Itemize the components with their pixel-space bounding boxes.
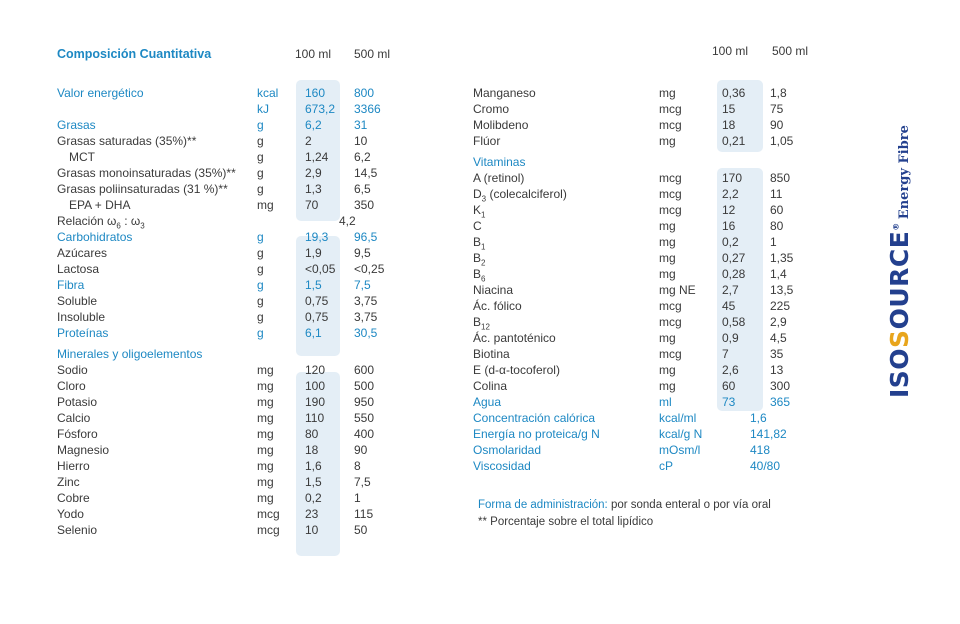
- row-label: Concentración calórica: [473, 411, 596, 425]
- value-100ml: 23: [305, 507, 319, 521]
- value-500ml: 7,5: [354, 475, 371, 489]
- value-500ml: 1,8: [770, 86, 787, 100]
- value-100ml: 15: [722, 102, 736, 116]
- value-500ml: 7,5: [354, 278, 371, 292]
- value-100ml: 1,24: [305, 150, 329, 164]
- right-header-100ml: 100 ml: [712, 44, 749, 58]
- value-500ml: 96,5: [354, 230, 378, 244]
- value-100ml: 45: [722, 299, 736, 313]
- row-unit: mg: [659, 86, 676, 100]
- row-unit: mg: [257, 491, 274, 505]
- value-500ml: 14,5: [354, 166, 378, 180]
- value-100ml: 1,6: [750, 411, 767, 425]
- row-label: Minerales y oligoelementos: [57, 347, 203, 361]
- row-label: Soluble: [57, 294, 98, 308]
- left-header-500ml: 500 ml: [354, 47, 391, 61]
- value-500ml: 6,5: [354, 182, 371, 196]
- administration-label: Forma de administración:: [478, 499, 608, 511]
- row-unit: g: [257, 134, 264, 148]
- value-500ml: 8: [354, 459, 361, 473]
- row-label: Fósforo: [57, 427, 98, 441]
- value-500ml: 225: [770, 299, 791, 313]
- value-100ml: 120: [305, 363, 326, 377]
- value-500ml: 80: [770, 219, 784, 233]
- row-unit: kcal: [257, 86, 279, 100]
- row-unit: mg: [659, 331, 676, 345]
- value-500ml: 31: [354, 118, 368, 132]
- row-label: Fibra: [57, 278, 85, 292]
- row-unit: mcg: [659, 315, 682, 329]
- row-label: Grasas monoinsaturadas (35%)**: [57, 166, 236, 180]
- value-100ml: 16: [722, 219, 736, 233]
- row-unit: kJ: [257, 102, 269, 116]
- value-100ml: 0,75: [305, 294, 329, 308]
- row-unit: mcg: [257, 523, 280, 537]
- value-100ml: 1,9: [305, 246, 322, 260]
- row-label: Colina: [473, 379, 508, 393]
- row-unit: mg: [257, 475, 274, 489]
- value-100ml: 110: [305, 411, 325, 425]
- row-unit: cP: [659, 459, 674, 473]
- value-500ml: 60: [770, 203, 784, 217]
- logo-subtitle: Energy Fibre: [897, 125, 912, 220]
- value-500ml: 1: [770, 235, 777, 249]
- row-unit: mcg: [659, 203, 682, 217]
- value-100ml: 6,1: [305, 326, 322, 340]
- logo-text-b: OURCE: [885, 230, 914, 330]
- row-label: Hierro: [57, 459, 90, 473]
- row-label: $D_3$ (colecalciferol): [473, 187, 567, 204]
- value-100ml: 2,9: [305, 166, 322, 180]
- value-100ml: 6,2: [305, 118, 322, 132]
- row-label: MCT: [69, 150, 95, 164]
- row-label: Viscosidad: [473, 459, 531, 473]
- value-500ml: 600: [354, 363, 375, 377]
- row-unit: mcg: [257, 507, 280, 521]
- value-100ml: 4,2: [339, 214, 356, 228]
- row-unit: mcg: [659, 118, 682, 132]
- row-label: $K_1$: [473, 203, 486, 220]
- value-100ml: 19,3: [305, 230, 329, 244]
- value-500ml: 1: [354, 491, 361, 505]
- administration-note: [478, 499, 771, 511]
- value-500ml: 10: [354, 134, 368, 148]
- row-unit: mg: [659, 251, 676, 265]
- row-label: Sodio: [57, 363, 88, 377]
- row-unit: g: [257, 230, 264, 244]
- row-unit: mg: [659, 379, 676, 393]
- row-label: Manganeso: [473, 86, 536, 100]
- row-label: Cromo: [473, 102, 510, 116]
- row-unit: g: [257, 182, 264, 196]
- row-unit: mcg: [659, 347, 682, 361]
- value-100ml: 1,5: [305, 475, 322, 489]
- value-100ml: 18: [722, 118, 736, 132]
- value-500ml: 13: [770, 363, 784, 377]
- value-500ml: 850: [770, 171, 791, 185]
- row-unit: mcg: [659, 299, 682, 313]
- row-label: $B_1$: [473, 235, 486, 252]
- row-unit: mg: [257, 459, 274, 473]
- value-100ml: <0,05: [305, 262, 336, 276]
- value-500ml: 90: [770, 118, 784, 132]
- value-100ml: 160: [305, 86, 326, 100]
- value-100ml: 60: [722, 379, 736, 393]
- value-100ml: 0,2: [305, 491, 322, 505]
- value-500ml: 400: [354, 427, 375, 441]
- value-100ml: 18: [305, 443, 319, 457]
- row-label: Cloro: [57, 379, 86, 393]
- row-unit: mg: [257, 395, 274, 409]
- row-unit: g: [257, 246, 264, 260]
- value-100ml: 7: [722, 347, 729, 361]
- logo-registered: ®: [891, 222, 901, 231]
- value-500ml: 3366: [354, 102, 381, 116]
- value-500ml: 13,5: [770, 283, 794, 297]
- row-unit: mg: [659, 267, 676, 281]
- row-label: Grasas: [57, 118, 96, 132]
- value-500ml: 1,4: [770, 267, 787, 281]
- row-label: E (d-α-tocoferol): [473, 363, 560, 377]
- row-label: Energía no proteica/g N: [473, 427, 600, 441]
- value-500ml: 35: [770, 347, 784, 361]
- value-500ml: 90: [354, 443, 368, 457]
- row-unit: ml: [659, 395, 672, 409]
- row-unit: mg: [257, 443, 274, 457]
- row-unit: kcal/g N: [659, 427, 703, 441]
- row-label: Potasio: [57, 395, 98, 409]
- row-label: Flúor: [473, 134, 501, 148]
- value-100ml: 0,75: [305, 310, 329, 324]
- row-unit: g: [257, 326, 264, 340]
- row-unit: g: [257, 262, 264, 276]
- row-label: Ác. pantoténico: [473, 331, 556, 345]
- row-unit: mg: [659, 235, 676, 249]
- value-100ml: 0,58: [722, 315, 746, 329]
- value-500ml: 11: [770, 187, 783, 201]
- row-label: Lactosa: [57, 262, 100, 276]
- value-500ml: 550: [354, 411, 375, 425]
- row-label: Valor energético: [57, 86, 144, 100]
- value-100ml: 100: [305, 379, 326, 393]
- footnote: ** Porcentaje sobre el total lipídico: [478, 516, 654, 528]
- row-unit: g: [257, 150, 264, 164]
- value-500ml: 300: [770, 379, 791, 393]
- value-100ml: 1,6: [305, 459, 322, 473]
- value-100ml: 0,28: [722, 267, 746, 281]
- row-unit: kcal/ml: [659, 411, 697, 425]
- value-100ml: 40/80: [750, 459, 781, 473]
- row-label: Carbohidratos: [57, 230, 133, 244]
- value-100ml: 2,2: [722, 187, 739, 201]
- row-unit: mcg: [659, 171, 682, 185]
- row-label: Grasas saturadas (35%)**: [57, 134, 197, 148]
- value-100ml: 80: [305, 427, 319, 441]
- value-100ml: 10: [305, 523, 319, 537]
- value-500ml: 6,2: [354, 150, 371, 164]
- value-500ml: 115: [354, 507, 374, 521]
- row-label: Relación $\omega_6$ : $\omega_3$: [57, 214, 145, 231]
- value-100ml: 141,82: [750, 427, 787, 441]
- row-label: Osmolaridad: [473, 443, 542, 457]
- row-label: EPA + DHA: [69, 198, 131, 212]
- row-label: $B_6$: [473, 267, 486, 284]
- value-100ml: 190: [305, 395, 326, 409]
- row-label: $B_{12}$: [473, 315, 490, 332]
- value-100ml: 0,21: [722, 134, 746, 148]
- value-500ml: 50: [354, 523, 368, 537]
- value-100ml: 73: [722, 395, 736, 409]
- row-unit: mg: [659, 219, 676, 233]
- value-100ml: 2,7: [722, 283, 739, 297]
- value-100ml: 418: [750, 443, 771, 457]
- row-unit: mg NE: [659, 283, 696, 297]
- row-unit: mg: [257, 411, 274, 425]
- value-500ml: 950: [354, 395, 375, 409]
- row-label: Biotina: [473, 347, 510, 361]
- row-label: C: [473, 219, 482, 233]
- right-header-500ml: 500 ml: [772, 44, 809, 58]
- row-unit: mg: [257, 427, 274, 441]
- row-unit: mg: [257, 198, 274, 212]
- row-unit: mg: [257, 363, 274, 377]
- value-100ml: 0,27: [722, 251, 746, 265]
- administration-text: por sonda enteral o por vía oral: [607, 499, 771, 511]
- row-unit: g: [257, 118, 264, 132]
- row-unit: mg: [659, 363, 676, 377]
- row-label: Azúcares: [57, 246, 108, 260]
- row-label: Yodo: [57, 507, 84, 521]
- brand-logo: [885, 125, 914, 398]
- value-100ml: 0,36: [722, 86, 746, 100]
- value-500ml: 365: [770, 395, 791, 409]
- value-500ml: 1,05: [770, 134, 794, 148]
- value-100ml: 1,3: [305, 182, 322, 196]
- value-500ml: 9,5: [354, 246, 371, 260]
- row-unit: mcg: [659, 187, 682, 201]
- value-500ml: 2,9: [770, 315, 787, 329]
- row-label: Selenio: [57, 523, 98, 537]
- row-unit: g: [257, 278, 264, 292]
- value-100ml: 0,2: [722, 235, 739, 249]
- value-500ml: 3,75: [354, 310, 378, 324]
- row-label: Agua: [473, 395, 502, 409]
- value-100ml: 170: [722, 171, 743, 185]
- row-unit: g: [257, 294, 264, 308]
- row-label: Grasas poliinsaturadas (31 %)**: [57, 182, 228, 196]
- value-500ml: 800: [354, 86, 375, 100]
- value-500ml: 4,5: [770, 331, 787, 345]
- value-100ml: 0,9: [722, 331, 739, 345]
- row-label: A (retinol): [473, 171, 525, 185]
- row-unit: mcg: [659, 102, 682, 116]
- row-label: Insoluble: [57, 310, 106, 324]
- value-500ml: 350: [354, 198, 375, 212]
- row-unit: g: [257, 310, 264, 324]
- value-100ml: 12: [722, 203, 736, 217]
- row-label: Magnesio: [57, 443, 110, 457]
- row-label: $B_2$: [473, 251, 486, 268]
- value-100ml: 70: [305, 198, 319, 212]
- row-unit: mg: [659, 134, 676, 148]
- value-500ml: 500: [354, 379, 375, 393]
- value-500ml: 75: [770, 102, 784, 116]
- value-100ml: 673,2: [305, 102, 336, 116]
- value-500ml: 1,35: [770, 251, 794, 265]
- left-header-100ml: 100 ml: [295, 47, 332, 61]
- row-unit: mg: [257, 379, 274, 393]
- value-500ml: 30,5: [354, 326, 378, 340]
- row-label: Proteínas: [57, 326, 109, 340]
- row-label: Zinc: [57, 475, 80, 489]
- logo-text-o: S: [885, 329, 914, 348]
- value-100ml: 2: [305, 134, 312, 148]
- row-label: Ác. fólico: [473, 299, 522, 313]
- row-unit: mOsm/l: [659, 443, 701, 457]
- logo-text-a: ISO: [885, 347, 914, 398]
- value-100ml: 2,6: [722, 363, 739, 377]
- row-label: Cobre: [57, 491, 90, 505]
- page-title: Composición Cuantitativa: [57, 47, 212, 61]
- value-500ml: 3,75: [354, 294, 378, 308]
- row-label: Niacina: [473, 283, 514, 297]
- row-label: Vitaminas: [473, 155, 526, 169]
- row-label: Calcio: [57, 411, 91, 425]
- value-500ml: <0,25: [354, 262, 385, 276]
- row-unit: g: [257, 166, 264, 180]
- value-100ml: 1,5: [305, 278, 322, 292]
- row-label: Molibdeno: [473, 118, 529, 132]
